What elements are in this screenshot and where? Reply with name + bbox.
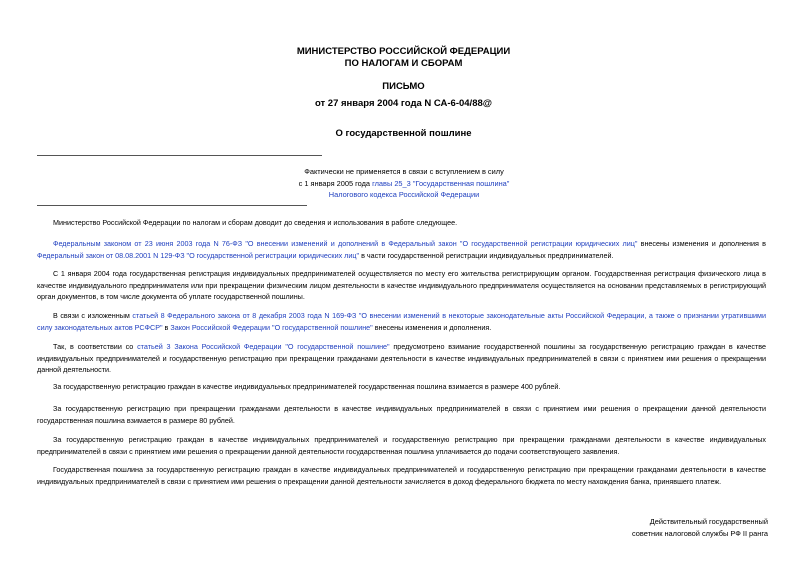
law-129-fz-link[interactable]: Федеральный закон от 08.08.2001 N 129-ФЗ "О государственной регистрации юридических лиц" [37, 250, 360, 260]
ministry-name-line1: МИНИСТЕРСТВО РОССИЙСКОЙ ФЕДЕРАЦИИ [296, 46, 511, 57]
separator-line-top [37, 155, 322, 156]
status-note-line1: Фактически не применяется в связи с вступлением в силу [304, 167, 504, 176]
paragraph-7: За государственную регистрацию при прекращении гражданами деятельности в качестве индивидуальных предпринимателей в связи с принятием ими решения о прекращении данной деятельности государственная пошлина взимается в размере 80 рублей. [37, 404, 766, 425]
paragraph-1: Министерство Российской Федерации по налогам и сборам доводит до сведения и использования в работе следующее. [53, 218, 458, 227]
status-note [200, 166, 608, 201]
paragraph-3: С 1 января 2004 года государственная регистрация индивидуальных предпринимателей осуществляется по месту его жительства регистрирующим органом. Государственная регистрация физического лица в качестве индивидуального предпринимателя или при прекращении физическим лицом деятельности в качестве индивидуального предпринимателя осуществляется на основании представляемых в регистрирующий орган документов, в том числе документа об уплате государственной пошлины. [37, 269, 766, 302]
law-76-fz-link[interactable]: Федеральным законом от 23 июня 2003 года N 76-ФЗ "О внесении изменений и дополнений в Федеральный закон "О государственной регистрации юридических лиц" [53, 239, 638, 248]
article-3-link[interactable]: статьей 3 Закона Российской Федерации "О государственной пошлине" [137, 342, 390, 351]
paragraph-6: За государственную регистрацию граждан в качестве индивидуальных предпринимателей государственная пошлина взимается в размере 400 рублей. [53, 382, 561, 391]
paragraph-2: Федеральным законом от 23 июня 2003 года N 76-ФЗ "О внесении изменений и дополнений в Федеральный закон "О государственной регистрации юридических лиц" внесены изменения и дополнения в Федеральный закон от 08.08.2001 N 129-ФЗ "О государственной регистрации юридических лиц" в части государственной регистрации индивидуальных предпринимателей. [37, 239, 766, 260]
law-169-fz-link[interactable]: статьей 8 Федерального закона от 8 декабря 2003 года N 169-ФЗ "О внесении изменений в некоторые законодательные акты Российской Федерации, а также о признании утратившими силу законодательных актов РСФСР" [37, 311, 767, 332]
document-date-number: от 27 января 2004 года N СА-6-04/88@ [314, 98, 493, 109]
signature-line1: Действительный государственный [649, 517, 768, 526]
separator-line-bottom [37, 205, 307, 206]
ministry-name-line2: ПО НАЛОГАМ И СБОРАМ [344, 58, 463, 69]
signature-line2: советник налоговой службы РФ II ранга [632, 528, 768, 538]
state-duty-law-link[interactable]: Закон Российской Федерации "О государственной пошлине" [170, 322, 373, 332]
paragraph-5: Так, в соответствии со статьей 3 Закона Российской Федерации "О государственной пошлине" предусмотрено взимание государственной пошлины за государственную регистрацию граждан в качестве индивидуальных предпринимателей и государственную регистрацию при прекращении гражданами деятельности в качестве индивидуальных предпринимателей в связи с принятием ими решения о прекращении данной деятельности. [37, 342, 766, 375]
signature-block [508, 516, 768, 539]
document-subject: О государственной пошлине [335, 128, 472, 139]
document-type: ПИСЬМО [382, 81, 425, 92]
paragraph-4: В связи с изложенным статьей 8 Федерального закона от 8 декабря 2003 года N 169-ФЗ "О внесении изменений в некоторые законодательные акты Российской Федерации, а также о признании утратившими силу законодательных актов РСФСР" в Закон Российской Федерации "О государственной пошлине" внесены изменения и дополнения. [37, 311, 767, 332]
chapter-25-3-link[interactable]: главы 25_3 "Государственная пошлина" [372, 178, 510, 188]
paragraph-8: За государственную регистрацию граждан в качестве индивидуальных предпринимателей и государственную регистрацию при прекращении гражданами деятельности в качестве индивидуальных предпринимателей в связи с принятием ими решения о прекращении данной деятельности государственная пошлина уплачивается до подачи соответствующего заявления. [37, 435, 766, 456]
tax-code-link[interactable]: Налогового кодекса Российской Федерации [328, 190, 480, 199]
paragraph-9: Государственная пошлина за государственную регистрацию граждан в качестве индивидуальных предпринимателей и государственную регистрацию при прекращении гражданами деятельности в качестве индивидуальных предпринимателей в связи с принятием ими решения о прекращении данной деятельности зачисляется в доход федерального бюджета по месту нахождения банка, принявшего платеж. [37, 465, 766, 486]
status-note-line2: с 1 января 2005 года главы 25_3 "Государственная пошлина" [298, 178, 510, 188]
